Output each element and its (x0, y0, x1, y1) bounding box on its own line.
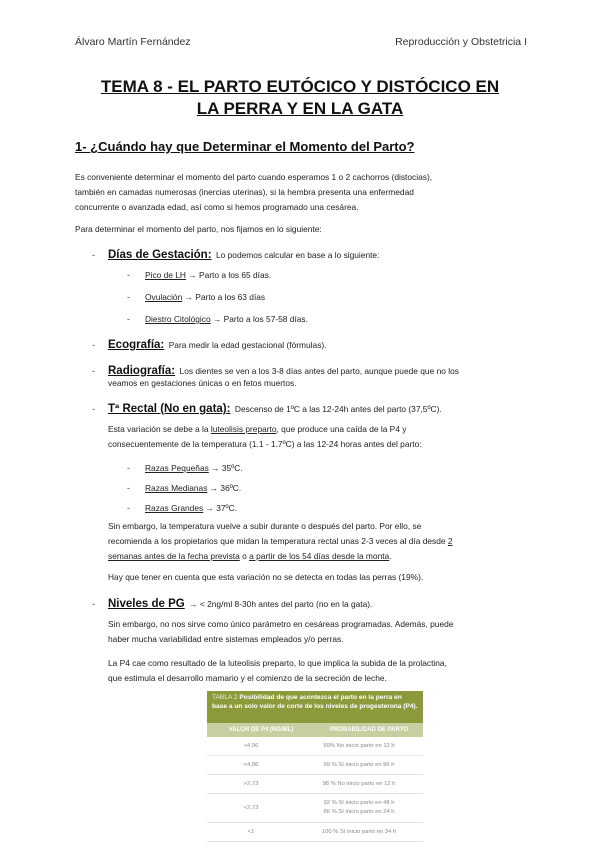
intro-line-2: también en camadas numerosas (inercias uterinas), si la hembra presenta una enfermedad (75, 187, 414, 197)
sub-item-diestro-text: → Parto a los 57-58 días. (212, 314, 308, 324)
trectal-p2-connector: o (239, 551, 250, 561)
sub-item-lh-text: → Parto a los 65 días. (188, 270, 272, 280)
table-caption (207, 691, 423, 723)
sub-item-razas-pequenas-text: → 35ºC. (211, 463, 243, 473)
trectal-paragraph-2-line-2 (108, 534, 453, 549)
sub-item-razas-pequenas-label: Razas Pequeñas (145, 463, 209, 473)
page-title-line-1: TEMA 8 - EL PARTO EUTÓCICO Y DISTÓCICO EN (100, 77, 500, 96)
table-cell-probability (295, 799, 423, 817)
trectal-p2-underline: 2 (447, 536, 453, 546)
lead-text: Para determinar el momento del parto, nos fijamos en lo siguiente: (75, 224, 322, 234)
table-cell-probability: 98 % No inicio parto en 12 h (322, 780, 396, 787)
sub-item-lh (145, 268, 271, 283)
sub-dash: - (127, 314, 130, 324)
pg-paragraph-1-line-1: Sin embargo, no nos sirve como único parámetro en cesáreas programadas. Además, puede (108, 619, 454, 629)
table-cell-value: >2,73 (243, 781, 259, 787)
sub-item-razas-medianas-label: Razas Medianas (145, 483, 208, 493)
table-cell-probability-line: 92 % Sí inicio parto en 48 h (323, 800, 395, 806)
trectal-paragraph-1 (108, 422, 406, 437)
sub-item-razas-grandes-text: → 37ºC. (205, 503, 237, 513)
sub-item-ovulacion-text: → Parto a los 63 días (184, 292, 266, 302)
table-header-probability: PROBABILIDAD DE PARTO (329, 727, 409, 733)
table-row (207, 756, 423, 775)
table-caption-text: Posibilidad de que acontezca el parto en la perra en base a un solo valor de corte de los niveles de progesterona (P4). (212, 694, 418, 710)
intro-line-1: Es conveniente determinar el momento del parto cuando esperamos 1 o 2 cachorros (distocias), (75, 172, 433, 182)
sub-item-ovulacion (145, 290, 265, 305)
sub-item-razas-grandes-label: Razas Grandes (145, 503, 204, 513)
bullet-dash: - (92, 404, 95, 414)
header-subject: Reproducción y Obstetricia I (395, 36, 527, 48)
table-cell-probability-line: 86 % Sí inicio parto en 24 h (323, 809, 395, 815)
bullet-gestacion (108, 245, 379, 263)
trectal-p1-end: , que produce una caída de la P4 y (276, 424, 407, 434)
sub-item-diestro (145, 312, 308, 327)
table-row (207, 794, 423, 823)
intro-line-3: concurrente o avanzada edad, así como si hemos programado una cesárea. (75, 202, 359, 212)
sub-item-razas-pequenas (145, 461, 243, 476)
section-heading: 1- ¿Cuándo hay que Determinar el Momento del Parto? (75, 139, 415, 154)
progesterone-table (207, 691, 423, 842)
trectal-p2-underline-3: a partir de los 54 días desde la monta (249, 551, 390, 561)
trectal-paragraph-2-line-3 (108, 549, 392, 564)
bullet-dash: - (92, 340, 95, 350)
bullet-gestacion-text: Lo podemos calcular en base a lo siguiente: (216, 250, 380, 260)
table-cell-probability: 99 % Sí inicio parto en 96 h (323, 761, 395, 768)
bullet-dash: - (92, 250, 95, 260)
table-header-p4: VALOR DE P4 (NG/ML) (228, 727, 294, 733)
page-title-line-2: LA PERRA Y EN LA GATA (196, 99, 404, 118)
bullet-pg-text: → < 2ng/ml 8-30h antes del parto (no en la gata). (189, 599, 373, 609)
trectal-p1-start: Esta variación se debe a la (108, 424, 211, 434)
bullet-radiografia-text-2: veamos en gestaciones únicas o en fetos muertos. (108, 378, 297, 388)
bullet-trectal-text: Descenso de 1ºC a las 12-24h antes del parto (37,5ºC). (234, 404, 442, 414)
trectal-paragraph-3: Hay que tener en cuenta que esta variación no se detecta en todas las perras (19%). (108, 572, 424, 582)
bullet-gestacion-label: Días de Gestación: (108, 249, 212, 261)
bullet-ecografia-label: Ecografía: (108, 339, 165, 351)
table-cell-value: >4,96 (243, 743, 259, 749)
table-cell-value: <2,73 (243, 805, 259, 811)
pg-paragraph-2-line-2: que estimula el desarrollo mamario y el comienzo de la secreción de leche. (108, 673, 387, 683)
bullet-ecografia-text: Para medir la edad gestacional (fórmulas). (168, 340, 327, 350)
bullet-pg (108, 594, 372, 612)
sub-dash: - (127, 463, 130, 473)
bullet-trectal (108, 399, 442, 417)
pg-paragraph-2-line-1: La P4 cae como resultado de la luteolisis preparto, lo que implica la subida de la prolactina, (108, 658, 447, 668)
sub-dash: - (127, 270, 130, 280)
table-number: TABLA 2 (212, 694, 238, 701)
bullet-radiografia-label: Radiografía: (108, 365, 176, 377)
sub-item-ovulacion-label: Ovulación (145, 292, 183, 302)
bullet-pg-label: Niveles de PG (108, 598, 185, 610)
bullet-radiografia-text: Los dientes se ven a los 3-8 días antes del parto, aunque puede que no los (179, 366, 459, 376)
trectal-p2-underline-2: semanas antes de la fecha prevista (108, 551, 240, 561)
bullet-trectal-label: Tª Rectal (No en gata): (108, 403, 231, 415)
trectal-paragraph-2-line-1: Sin embargo, la temperatura vuelve a subir durante o después del parto. Por ello, se (108, 521, 422, 531)
sub-dash: - (127, 503, 130, 513)
trectal-p1-term: luteolisis preparto (210, 424, 277, 434)
bullet-dash: - (92, 366, 95, 376)
header-author: Álvaro Martín Fernández (75, 36, 191, 48)
table-cell-probability: 100 % Sí inicio parto en 34 h (321, 828, 397, 835)
sub-item-razas-grandes (145, 501, 237, 516)
table-cell-value: <4,96 (243, 762, 259, 768)
bullet-dash: - (92, 599, 95, 609)
bullet-ecografia (108, 335, 327, 353)
table-cell-value: <1 (247, 829, 255, 835)
sub-dash: - (127, 483, 130, 493)
trectal-paragraph-1-line-2: consecuentemente de la temperatura (1.1 - 1.7ºC) a las 12-24 horas antes del parto: (108, 439, 422, 449)
sub-item-diestro-label: Diestro Citológico (145, 314, 211, 324)
trectal-p2-end: . (389, 551, 392, 561)
table-row (207, 775, 423, 794)
table-cell-probability: 99% No inicio parto en 12 h (323, 742, 395, 749)
trectal-p2-text: recomienda a los propietarios que midan la temperatura rectal unas 2-3 veces al día desde (108, 536, 448, 546)
sub-dash: - (127, 292, 130, 302)
pg-paragraph-1-line-2: haber mucha variabilidad entre sistemas empleados y/o perras. (108, 634, 344, 644)
sub-item-razas-medianas-text: → 36ºC. (209, 483, 242, 493)
sub-item-lh-label: Pico de LH (145, 270, 186, 280)
table-row (207, 823, 423, 842)
sub-item-razas-medianas (145, 481, 241, 496)
table-row (207, 737, 423, 756)
table-header-row (207, 723, 423, 737)
